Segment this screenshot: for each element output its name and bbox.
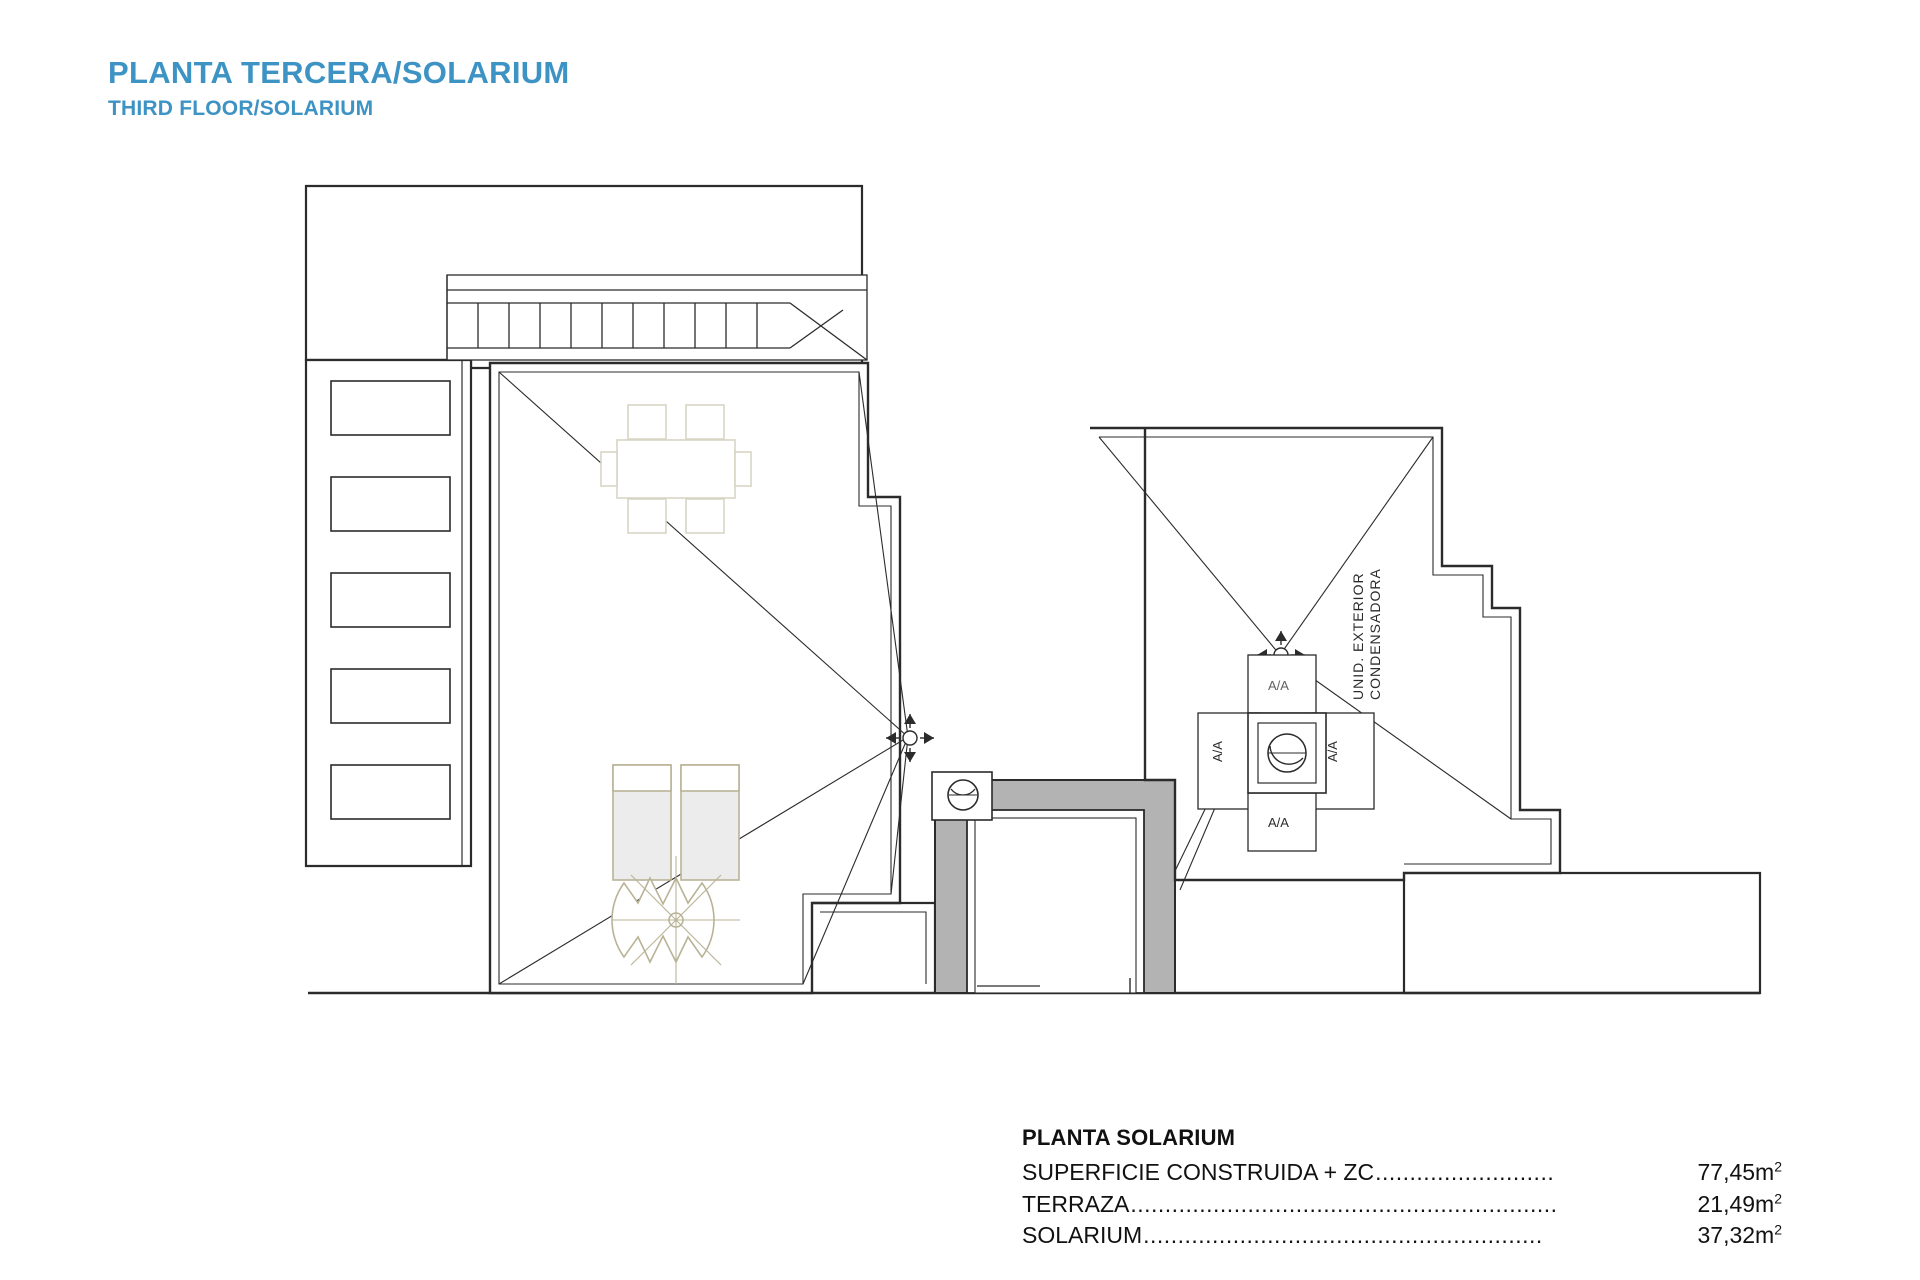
- legend-value-number: 37,32m: [1697, 1222, 1775, 1249]
- area-legend: [1022, 1125, 1782, 1252]
- page-subtitle: THIRD FLOOR/SOLARIUM: [108, 96, 374, 120]
- lounger-left-back: [613, 765, 671, 791]
- legend-value-unit: 2: [1774, 1221, 1782, 1238]
- hvac-vent-label: A/A: [1268, 815, 1289, 830]
- legend-row: [1022, 1157, 1782, 1189]
- legend-value-number: 77,45m: [1697, 1159, 1775, 1185]
- legend-value-unit: 2: [1774, 1158, 1782, 1175]
- condenser-unit-label-line2: CONDENSADORA: [1367, 568, 1383, 700]
- louver-slot: [331, 765, 450, 819]
- dining-chair: [735, 452, 751, 486]
- dining-chair: [628, 405, 666, 439]
- dining-chair: [628, 499, 666, 533]
- hvac-vent-label: A/A: [1210, 741, 1225, 762]
- legend-dots: ..........................: [1375, 1159, 1555, 1185]
- legend-value: [1697, 1189, 1782, 1221]
- hvac-vent-label: A/A: [1325, 741, 1340, 762]
- louver-slot: [331, 381, 450, 435]
- louver-slot: [331, 573, 450, 627]
- legend-dots: ..............................................................: [1130, 1190, 1558, 1217]
- condenser-unit-label: [1350, 568, 1383, 700]
- louver-slot: [331, 477, 450, 531]
- legend-row: [1022, 1189, 1782, 1221]
- legend-dots: ..........................................................: [1143, 1222, 1543, 1249]
- legend-label: SOLARIUM: [1022, 1222, 1143, 1249]
- left-terrace-notch-inner: [820, 912, 926, 984]
- louver-slot: [331, 669, 450, 723]
- dining-chair: [686, 405, 724, 439]
- legend-label: TERRAZA: [1022, 1190, 1130, 1217]
- dining-table: [617, 440, 735, 498]
- roof-access-hatch: [932, 772, 992, 820]
- legend-value-number: 21,49m: [1697, 1190, 1775, 1217]
- staircase: [447, 275, 867, 360]
- legend-title: PLANTA SOLARIUM: [1022, 1125, 1236, 1150]
- legend-row: [1022, 1220, 1782, 1252]
- dining-chair: [686, 499, 724, 533]
- condenser-unit-label-line1: UNID. EXTERIOR: [1350, 572, 1366, 700]
- legend-value-unit: 2: [1774, 1190, 1782, 1207]
- legend-label: SUPERFICIE CONSTRUIDA + ZC: [1022, 1159, 1375, 1185]
- dining-chair: [601, 452, 617, 486]
- left-terrace-notch: [812, 903, 935, 993]
- parasol: [612, 856, 740, 984]
- legend-value: [1697, 1220, 1782, 1252]
- lounger-right-back: [681, 765, 739, 791]
- legend-value: [1697, 1157, 1782, 1189]
- right-low-parapet: [1404, 873, 1760, 993]
- hvac-vent-label-top: A/A: [1268, 678, 1289, 693]
- page-title: PLANTA TERCERA/SOLARIUM: [108, 55, 570, 90]
